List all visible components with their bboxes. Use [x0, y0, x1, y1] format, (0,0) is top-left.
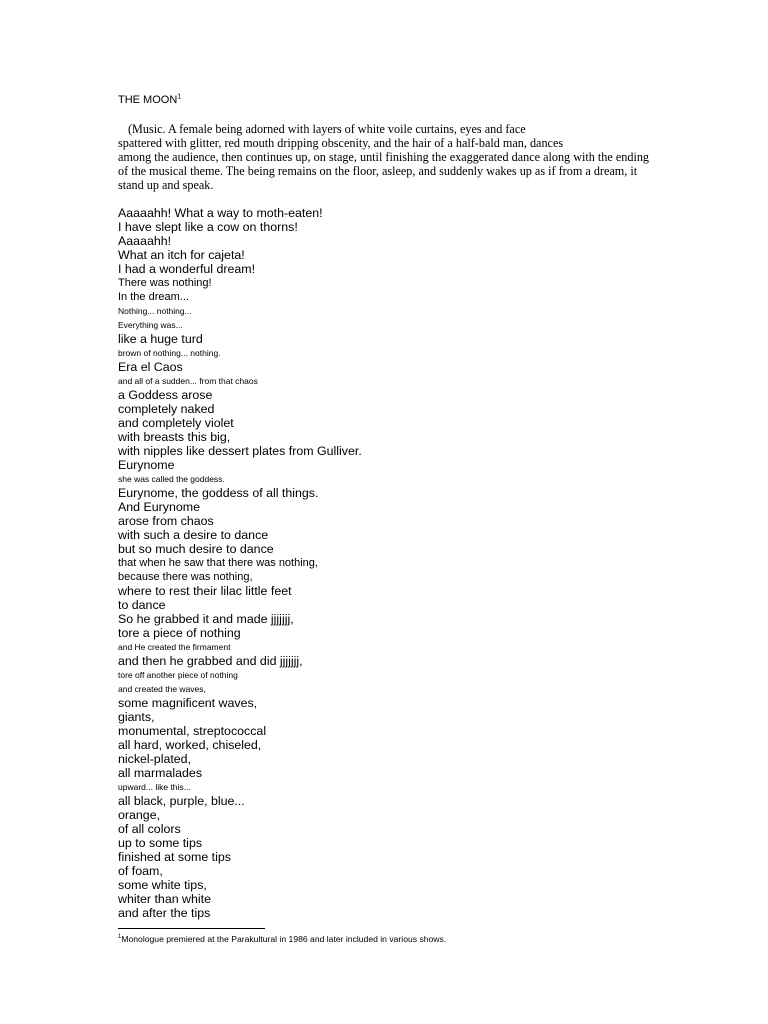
- poem-line: like a huge turd: [118, 332, 203, 346]
- poem-line: What an itch for cajeta!: [118, 248, 245, 262]
- poem-line: but so much desire to dance: [118, 542, 274, 556]
- poem-line: upward... like this...: [118, 782, 191, 792]
- poem-line: and completely violet: [118, 416, 234, 430]
- footnote-separator: [118, 928, 265, 929]
- poem-line: arose from chaos: [118, 514, 214, 528]
- poem-line: orange,: [118, 808, 161, 822]
- poem-line: brown of nothing... nothing.: [118, 348, 221, 358]
- poem-line: and then he grabbed and did jjjjjjj,: [118, 654, 303, 668]
- poem-line: And Eurynome: [118, 500, 200, 514]
- footnote-number: 1: [118, 934, 122, 941]
- footnote: [118, 934, 446, 944]
- poem-line: Aaaaahh!: [118, 234, 172, 248]
- stage-direction-line: stand up and speak.: [118, 178, 214, 192]
- poem-line: So he grabbed it and made jjjjjjj,: [118, 612, 294, 626]
- poem-line: all black, purple, blue...: [118, 794, 245, 808]
- poem-line: all hard, worked, chiseled,: [118, 738, 262, 752]
- poem-line: Era el Caos: [118, 360, 183, 374]
- stage-direction-line: of the musical theme. The being remains on the floor, asleep, and suddenly wakes up as if from a dream, it: [118, 164, 638, 178]
- poem-line: and He created the firmament: [118, 642, 231, 652]
- poem-line: monumental, streptococcal: [118, 724, 267, 738]
- poem-line: nickel-plated,: [118, 752, 192, 766]
- poem-line: I had a wonderful dream!: [118, 262, 256, 276]
- poem-line: Aaaaahh! What a way to moth-eaten!: [118, 206, 323, 220]
- stage-direction-line: spattered with glitter, red mouth dripping obscenity, and the hair of a half-bald man, dances: [118, 136, 564, 150]
- poem-line: completely naked: [118, 402, 215, 416]
- poem-line: of all colors: [118, 822, 181, 836]
- poem-line: Eurynome, the goddess of all things.: [118, 486, 319, 500]
- footnote-text: Monologue premiered at the Parakultural in 1986 and later included in various shows.: [121, 934, 447, 944]
- poem-line: Everything was...: [118, 320, 183, 330]
- poem-line: Nothing... nothing...: [118, 306, 192, 316]
- poem-line: and created the waves,: [118, 684, 206, 694]
- poem-line: up to some tips: [118, 836, 203, 850]
- poem-line: Eurynome: [118, 458, 175, 472]
- poem-line: some magnificent waves,: [118, 696, 258, 710]
- poem-line: to dance: [118, 598, 166, 612]
- poem-line: all marmalades: [118, 766, 203, 780]
- poem-line: that when he saw that there was nothing,: [118, 557, 318, 569]
- poem-line: because there was nothing,: [118, 571, 253, 583]
- poem-line: of foam,: [118, 864, 163, 878]
- poem-line: with nipples like dessert plates from Gulliver.: [118, 444, 362, 458]
- poem-line: where to rest their lilac little feet: [118, 584, 292, 598]
- monologue-text: [118, 206, 718, 920]
- stage-direction-line: among the audience, then continues up, on stage, until finishing the exaggerated dance along with the ending: [118, 150, 650, 164]
- poem-line: giants,: [118, 710, 155, 724]
- poem-line: tore off another piece of nothing: [118, 670, 238, 680]
- poem-line: I have slept like a cow on thorns!: [118, 220, 298, 234]
- poem-line: with such a desire to dance: [118, 528, 269, 542]
- footnote-reference: 1: [177, 93, 182, 101]
- stage-direction-line: (Music. A female being adorned with layers of white voile curtains, eyes and face: [128, 122, 526, 136]
- page-title: [118, 94, 181, 106]
- poem-line: and after the tips: [118, 906, 211, 920]
- poem-line: whiter than white: [118, 892, 211, 906]
- poem-line: and all of a sudden... from that chaos: [118, 376, 258, 386]
- title-text: THE MOON: [118, 94, 178, 106]
- poem-line: a Goddess arose: [118, 388, 213, 402]
- poem-line: In the dream...: [118, 291, 189, 303]
- poem-line: tore a piece of nothing: [118, 626, 241, 640]
- poem-line: she was called the goddess.: [118, 474, 225, 484]
- poem-line: some white tips,: [118, 878, 207, 892]
- poem-line: There was nothing!: [118, 277, 212, 289]
- stage-direction: [118, 122, 678, 192]
- poem-line: finished at some tips: [118, 850, 231, 864]
- poem-line: with breasts this big,: [118, 430, 231, 444]
